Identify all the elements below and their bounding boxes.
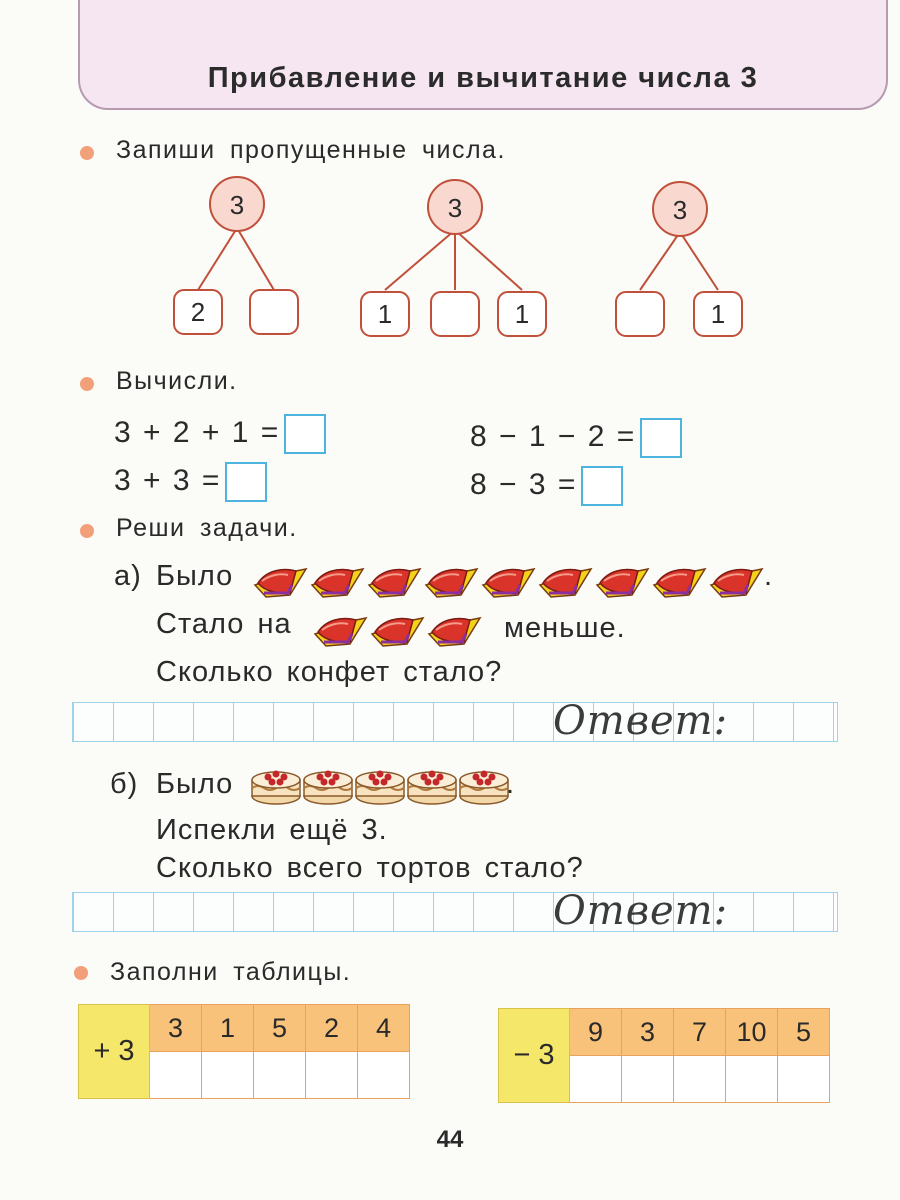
number-trees: [0, 170, 900, 350]
equation-left-1: [114, 414, 326, 454]
cakes-row: [250, 764, 510, 808]
problem-a-question: Сколько конфет стало?: [156, 656, 503, 688]
bullet-task2: [80, 377, 94, 391]
tree3-leaf-1: [616, 292, 664, 336]
table1-answer-cell[interactable]: [306, 1052, 358, 1099]
cake-icon: [302, 764, 354, 806]
equation-left-2: [114, 462, 267, 502]
task2-instruction: Вычисли.: [116, 367, 238, 395]
candy-icon: [423, 563, 479, 603]
table2-value: 3: [622, 1009, 674, 1056]
table-plus-3: [78, 1004, 410, 1099]
candy-icon: [426, 612, 482, 652]
candy-icon: [651, 563, 707, 603]
table1-value: 5: [254, 1005, 306, 1052]
problem-a-line2-start: Стало на: [156, 608, 292, 640]
problem-b-line2: Испекли ещё 3.: [156, 814, 388, 846]
table1-answer-cell[interactable]: [202, 1052, 254, 1099]
candy-icon: [708, 563, 764, 603]
problem-b-question: Сколько всего тортов стало?: [156, 852, 584, 884]
bullet-task1: [80, 146, 94, 160]
answer-box[interactable]: [225, 462, 267, 502]
problem-b-label: б): [110, 768, 139, 800]
candy-icon: [537, 563, 593, 603]
table1-value: 2: [306, 1005, 358, 1052]
table1-value: 3: [150, 1005, 202, 1052]
candy-icon: [480, 563, 536, 603]
problem-b-line1: Было: [156, 768, 234, 800]
table1-answer-cell[interactable]: [254, 1052, 306, 1099]
task4-instruction: Заполни таблицы.: [110, 958, 352, 986]
table1-answer-cell[interactable]: [150, 1052, 202, 1099]
table1-value: 1: [202, 1005, 254, 1052]
answer-label-a: Ответ:: [553, 698, 729, 744]
equation-right-2: [470, 466, 623, 506]
cake-icon: [458, 764, 510, 806]
candy-icon: [366, 563, 422, 603]
tree2-leaf-1-value: 1: [377, 299, 393, 329]
tree1-leaf-1-value: 2: [190, 297, 206, 327]
candy-icon: [594, 563, 650, 603]
task3-instruction: Реши задачи.: [116, 514, 298, 542]
tree2-leaf-2: [431, 292, 479, 336]
candy-icon: [252, 563, 308, 603]
equation-left-2-text: 3 + 3 =: [114, 463, 222, 497]
candy-icon: [312, 612, 368, 652]
table1-answer-cell[interactable]: [358, 1052, 410, 1099]
tree2-leaf-3-value: 1: [514, 299, 530, 329]
table2-answer-cell[interactable]: [622, 1056, 674, 1103]
table2-answer-cell[interactable]: [674, 1056, 726, 1103]
problem-a-label: а): [114, 560, 142, 592]
answer-box[interactable]: [581, 466, 623, 506]
table2-answer-cell[interactable]: [778, 1056, 830, 1103]
candy-icon: [369, 612, 425, 652]
title-banner: [78, 0, 888, 110]
table2-value: 9: [570, 1009, 622, 1056]
page-number: 44: [436, 1126, 464, 1153]
table1-value: 4: [358, 1005, 410, 1052]
table1-operator: + 3: [79, 1005, 150, 1099]
task1-instruction: Запиши пропущенные числа.: [116, 136, 506, 164]
candies-before-row: [252, 563, 772, 603]
candies-less-row: [312, 612, 492, 652]
cake-icon: [406, 764, 458, 806]
bullet-task3: [80, 524, 94, 538]
tree3-top-value: 3: [672, 195, 688, 225]
table2-value: 7: [674, 1009, 726, 1056]
cake-icon: [354, 764, 406, 806]
equation-left-1-text: 3 + 2 + 1 =: [114, 415, 281, 449]
answer-box[interactable]: [284, 414, 326, 454]
cake-icon: [250, 764, 302, 806]
answer-box[interactable]: [640, 418, 682, 458]
equation-right-1-text: 8 − 1 − 2 =: [470, 419, 637, 453]
table2-value: 5: [778, 1009, 830, 1056]
answer-label-b: Ответ:: [553, 888, 729, 934]
period-a: .: [764, 560, 774, 592]
equation-right-2-text: 8 − 3 =: [470, 467, 578, 501]
tree2-top-value: 3: [447, 193, 463, 223]
table2-operator: − 3: [499, 1009, 570, 1103]
table-minus-3: [498, 1008, 830, 1103]
candy-icon: [309, 563, 365, 603]
bullet-task4: [74, 966, 88, 980]
table2-answer-cell[interactable]: [570, 1056, 622, 1103]
equation-right-1: [470, 418, 682, 458]
problem-a-line1: Было: [156, 560, 234, 592]
tree1-top-value: 3: [229, 190, 245, 220]
problem-a-line2-end: меньше.: [504, 612, 626, 644]
table2-value: 10: [726, 1009, 778, 1056]
tree3-leaf-2-value: 1: [710, 299, 726, 329]
page-title: Прибавление и вычитание числа 3: [207, 62, 759, 94]
tree1-leaf-2: [250, 290, 298, 334]
period-b: .: [506, 768, 516, 800]
table2-answer-cell[interactable]: [726, 1056, 778, 1103]
